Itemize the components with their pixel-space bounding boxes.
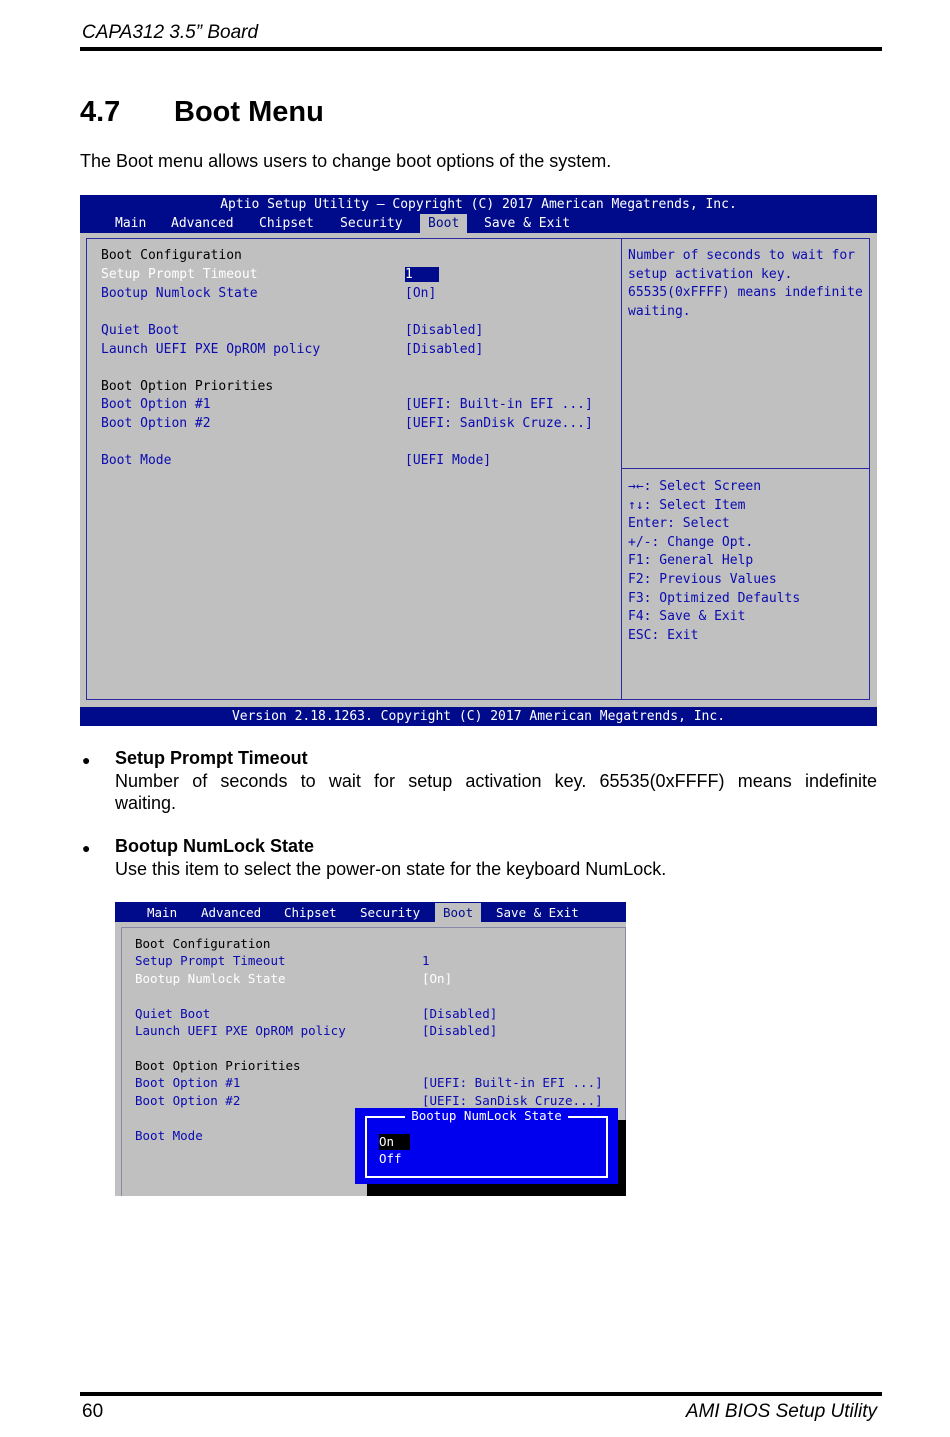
help-line: Number of seconds to wait for <box>628 248 855 263</box>
bios-screen-boot <box>80 195 877 726</box>
bullet-text-setup-prompt-line2: waiting. <box>115 793 177 813</box>
quiet-boot-item[interactable]: Quiet Boot <box>101 323 180 338</box>
tab-save-exit[interactable]: Save & Exit <box>496 905 579 920</box>
boot-mode-item[interactable]: Boot Mode <box>135 1128 203 1143</box>
setup-prompt-timeout-item[interactable]: Setup Prompt Timeout <box>101 267 258 282</box>
tab-chipset[interactable]: Chipset <box>284 905 337 920</box>
tab-boot[interactable]: Boot <box>435 903 481 922</box>
bios-title: Aptio Setup Utility – Copyright (C) 2017 American Megatrends, Inc. <box>220 197 737 212</box>
bootup-numlock-value[interactable]: [On] <box>405 286 437 301</box>
tab-security[interactable]: Security <box>360 905 421 920</box>
boot-option-priorities-heading: Boot Option Priorities <box>135 1058 301 1073</box>
help-line: 65535(0xFFFF) means indefinite <box>628 285 863 301</box>
popup-option-on[interactable]: On <box>379 1134 410 1150</box>
help-divider-horizontal <box>621 468 870 469</box>
tab-chipset[interactable]: Chipset <box>259 216 314 231</box>
bootup-numlock-item[interactable]: Bootup Numlock State <box>135 971 286 986</box>
bullet-dot: ● <box>82 840 91 856</box>
bootup-numlock-value[interactable]: [On] <box>422 971 453 986</box>
bios-version-footer: Version 2.18.1263. Copyright (C) 2017 American Megatrends, Inc. <box>80 707 877 726</box>
launch-pxe-value[interactable]: [Disabled] <box>405 342 484 357</box>
key-hint: ESC: Exit <box>628 627 699 643</box>
boot-option-2-item[interactable]: Boot Option #2 <box>101 416 211 431</box>
help-text <box>628 247 863 321</box>
tab-advanced[interactable]: Advanced <box>171 216 234 231</box>
bios-title-bar <box>80 195 877 233</box>
key-hint: +/-: Change Opt. <box>628 534 754 550</box>
section-intro: The Boot menu allows users to change boot options of the system. <box>80 151 612 171</box>
tab-advanced[interactable]: Advanced <box>201 905 262 920</box>
key-hint: F4: Save & Exit <box>628 609 746 625</box>
boot-option-1-item[interactable]: Boot Option #1 <box>101 397 211 412</box>
header-rule <box>80 47 882 51</box>
popup-title-text: Bootup NumLock State <box>405 1108 568 1123</box>
tab-save-exit[interactable]: Save & Exit <box>484 216 571 231</box>
setup-prompt-timeout-item[interactable]: Setup Prompt Timeout <box>135 953 286 968</box>
help-divider-vertical <box>621 238 622 700</box>
boot-configuration-heading: Boot Configuration <box>135 936 271 951</box>
key-hint: F3: Optimized Defaults <box>628 590 801 606</box>
bios-tab-bar <box>115 902 626 922</box>
footer-title: AMI BIOS Setup Utility <box>685 1401 877 1422</box>
page-number: 60 <box>82 1401 104 1422</box>
boot-option-2-value[interactable]: [UEFI: SanDisk Cruze...] <box>405 416 593 431</box>
setup-prompt-timeout-input[interactable]: 1 <box>405 267 439 282</box>
tab-main[interactable]: Main <box>147 905 178 920</box>
document-header-title: CAPA312 3.5” Board <box>82 22 259 43</box>
boot-option-2-value[interactable]: [UEFI: SanDisk Cruze...] <box>422 1093 603 1108</box>
bios-screen-numlock-popup <box>115 902 626 1196</box>
boot-mode-value[interactable]: [UEFI Mode] <box>405 453 492 468</box>
key-hint: Enter: Select <box>628 516 730 532</box>
bullet-title-setup-prompt: Setup Prompt Timeout <box>115 748 308 768</box>
tab-security[interactable]: Security <box>340 216 403 231</box>
numlock-popup[interactable] <box>355 1108 618 1184</box>
launch-pxe-item[interactable]: Launch UEFI PXE OpROM policy <box>101 342 321 357</box>
section-title: Boot Menu <box>174 96 324 128</box>
setup-prompt-timeout-value[interactable]: 1 <box>422 953 430 968</box>
boot-option-1-item[interactable]: Boot Option #1 <box>135 1075 241 1090</box>
key-hint: ↑↓: Select Item <box>628 497 746 513</box>
bullet-dot: ● <box>82 752 91 768</box>
bullet-text-numlock: Use this item to select the power-on state for the keyboard NumLock. <box>115 859 667 879</box>
bullet-text-setup-prompt-line1: Number of seconds to wait for setup activation key. 65535(0xFFFF) means indefinite <box>115 771 877 791</box>
boot-option-1-value[interactable]: [UEFI: Built-in EFI ...] <box>405 397 593 412</box>
boot-option-1-value[interactable]: [UEFI: Built-in EFI ...] <box>422 1075 603 1090</box>
help-line: waiting. <box>628 303 691 319</box>
key-hint: →←: Select Screen <box>628 479 762 494</box>
boot-configuration-heading: Boot Configuration <box>101 248 242 263</box>
quiet-boot-value[interactable]: [Disabled] <box>405 323 484 338</box>
bootup-numlock-item[interactable]: Bootup Numlock State <box>101 286 258 301</box>
key-hint: F1: General Help <box>628 553 754 569</box>
section-number: 4.7 <box>80 96 121 128</box>
help-line: setup activation key. <box>628 266 793 282</box>
launch-pxe-value[interactable]: [Disabled] <box>422 1023 498 1038</box>
key-legend <box>628 478 800 645</box>
bullet-title-numlock: Bootup NumLock State <box>115 836 315 856</box>
quiet-boot-value[interactable]: [Disabled] <box>422 1006 498 1021</box>
popup-option-off[interactable]: Off <box>379 1151 402 1166</box>
boot-option-2-item[interactable]: Boot Option #2 <box>135 1093 241 1108</box>
boot-option-priorities-heading: Boot Option Priorities <box>101 379 274 394</box>
tab-main[interactable]: Main <box>115 216 147 231</box>
setup-prompt-timeout-value[interactable] <box>405 266 439 284</box>
tab-boot[interactable]: Boot <box>420 214 467 233</box>
launch-pxe-item[interactable]: Launch UEFI PXE OpROM policy <box>135 1023 346 1038</box>
boot-mode-item[interactable]: Boot Mode <box>101 453 172 468</box>
footer-rule <box>80 1392 882 1396</box>
key-hint: F2: Previous Values <box>628 571 777 587</box>
popup-title <box>355 1108 618 1123</box>
quiet-boot-item[interactable]: Quiet Boot <box>135 1006 211 1021</box>
